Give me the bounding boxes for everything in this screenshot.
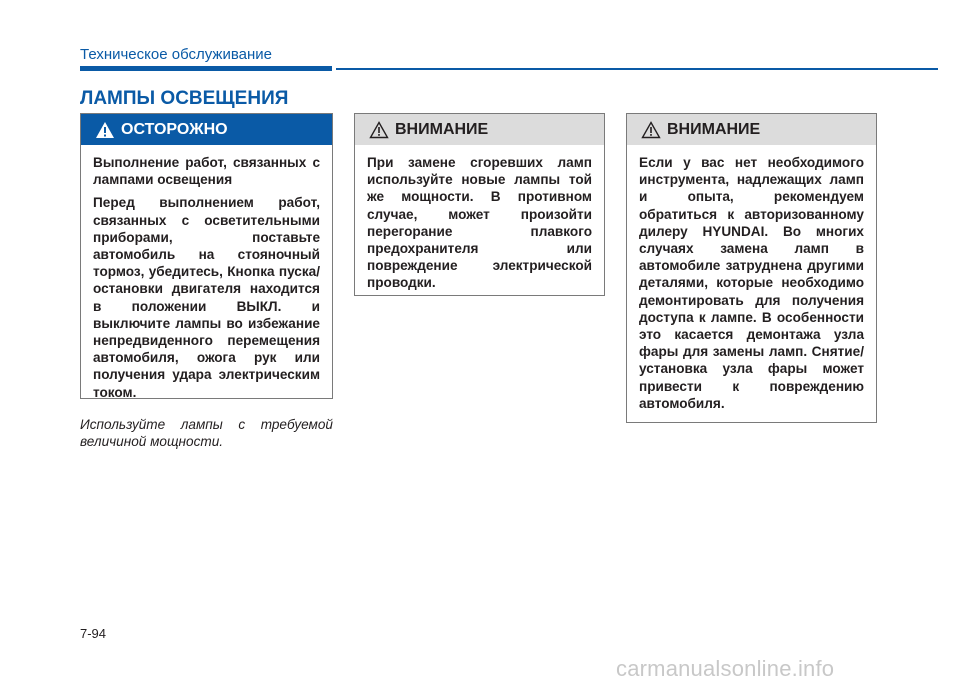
caution-box-2-heading: ВНИМАНИЕ [667,120,761,138]
caution-box-2-body [627,145,876,420]
caution-box-1-header [355,114,604,145]
warning-box-heading: ОСТОРОЖНО [121,120,228,138]
caution-box-2-header [627,114,876,145]
caution-triangle-icon [641,121,661,139]
caution-box-2-text: Если у вас нет необходимого инструмента, надлежащих ламп и опыта, рекомендуем обратиться к авторизованному дилеру HYUNDAI. Во многих случаях замена ламп в автомобиле затруднена другими деталями, которые необходимо демонтировать для получения доступа к лампе. В особенности это касается демонтажа узла фары для замены ламп. Снятие/установка узла фары может привести к повреждению автомобиля. [639,155,864,411]
page-title: ЛАМПЫ ОСВЕЩЕНИЯ [80,88,289,109]
page-number: 7-94 [80,626,107,641]
caution-box-2 [626,113,877,423]
caution-box-1-body [355,145,604,300]
warning-triangle-icon [95,121,115,139]
caution-box-1 [354,113,605,296]
header-rule-thin [336,68,938,70]
watermark: carmanualsonline.info [616,656,835,681]
caution-box-1-heading: ВНИМАНИЕ [395,120,489,138]
section-header: Техническое обслуживание [80,46,272,63]
caution-triangle-icon [369,121,389,139]
warning-box-body [81,145,332,409]
warning-box [80,113,333,399]
header-rule-thick [80,66,332,71]
caution-box-1-text: При замене сгоревших ламп используйте новые лампы той же мощности. В противном случае, может произойти перегорание плавкого предохранителя или повреждение электрической проводки. [367,155,592,291]
lamp-power-note: Используйте лампы с требуемой величиной мощности. [80,417,333,449]
warning-box-subheading: Выполнение работ, связанных с лампами освещения [93,155,320,188]
warning-box-text: Перед выполнением работ, связанных с осветительными приборами, поставьте автомобиль на стояночный тормоз, убедитесь, Кнопка пуска/остановки двигателя находится в положении ВЫКЛ. и выключите лампы во избежание непредвиденного перемещения автомобиля, ожога рук или получения удара электрическим током. [93,195,320,400]
warning-box-header [81,114,332,145]
